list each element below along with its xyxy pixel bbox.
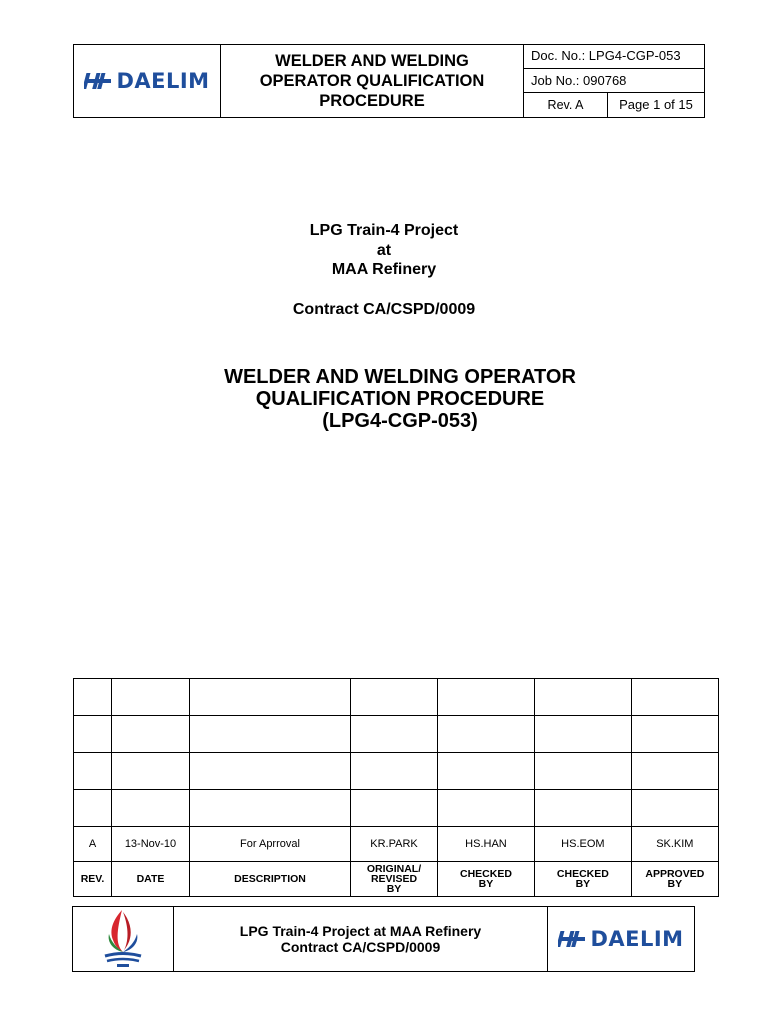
description-header: DESCRIPTION [190,862,351,897]
footer-line-1: LPG Train-4 Project at MAA Refinery [239,923,482,939]
header-meta [524,45,704,117]
header-logo-cell [74,45,221,117]
description-cell: For Aprroval [190,827,351,862]
document-header [73,44,705,118]
revision-label: Rev. A [524,93,608,117]
revision-row [74,827,719,862]
document-title-line-3: (LPG4-CGP-053) [322,410,478,432]
doc-number: Doc. No.: LPG4-CGP-053 [524,45,704,69]
original-header: ORIGINAL/ REVISED BY [351,862,438,897]
rev-header: REV. [74,862,112,897]
footer-daelim-logo [558,927,683,951]
project-name: LPG Train-4 Project [309,222,459,239]
approved-cell: SK.KIM [631,827,718,862]
footer-client-logo-cell [73,907,174,971]
approved-header: APPROVED BY [631,862,718,897]
project-at: at [376,242,392,259]
revision-table [73,678,719,897]
revision-header-row [74,862,719,897]
project-location: MAA Refinery [331,261,437,278]
date-cell: 13-Nov-10 [112,827,190,862]
header-title [221,45,524,117]
flame-logo-icon [95,908,151,970]
checked-cell-1: HS.HAN [438,827,535,862]
footer-logo-text: DAELIM [590,927,684,951]
document-title-line-1: WELDER AND WELDING OPERATOR [224,366,576,388]
original-cell: KR.PARK [351,827,438,862]
header-title-line-1: WELDER AND WELDING [275,52,469,70]
footer-project-info [174,907,548,971]
daelim-mark-icon [84,71,114,91]
daelim-logo-text: DAELIM [116,69,210,93]
table-row [74,679,719,716]
checked-cell-2: HS.EOM [534,827,631,862]
date-header: DATE [112,862,190,897]
contract-number: Contract CA/CSPD/0009 [292,301,476,318]
header-title-line-3: PROCEDURE [319,92,425,110]
footer-logo-cell [548,907,694,971]
page-number: Page 1 of 15 [619,97,693,112]
table-row [74,716,719,753]
rev-cell: A [74,827,112,862]
daelim-logo [84,69,209,93]
checked-header-1: CHECKED BY [438,862,535,897]
document-title-line-2: QUALIFICATION PROCEDURE [255,388,545,410]
header-title-line-2: OPERATOR QUALIFICATION [259,72,485,90]
daelim-mark-icon [558,929,588,949]
job-number: Job No.: 090768 [524,69,704,93]
table-row [74,753,719,790]
table-row [74,790,719,827]
checked-header-2: CHECKED BY [534,862,631,897]
footer-line-2: Contract CA/CSPD/0009 [280,939,441,955]
document-footer [72,906,695,972]
